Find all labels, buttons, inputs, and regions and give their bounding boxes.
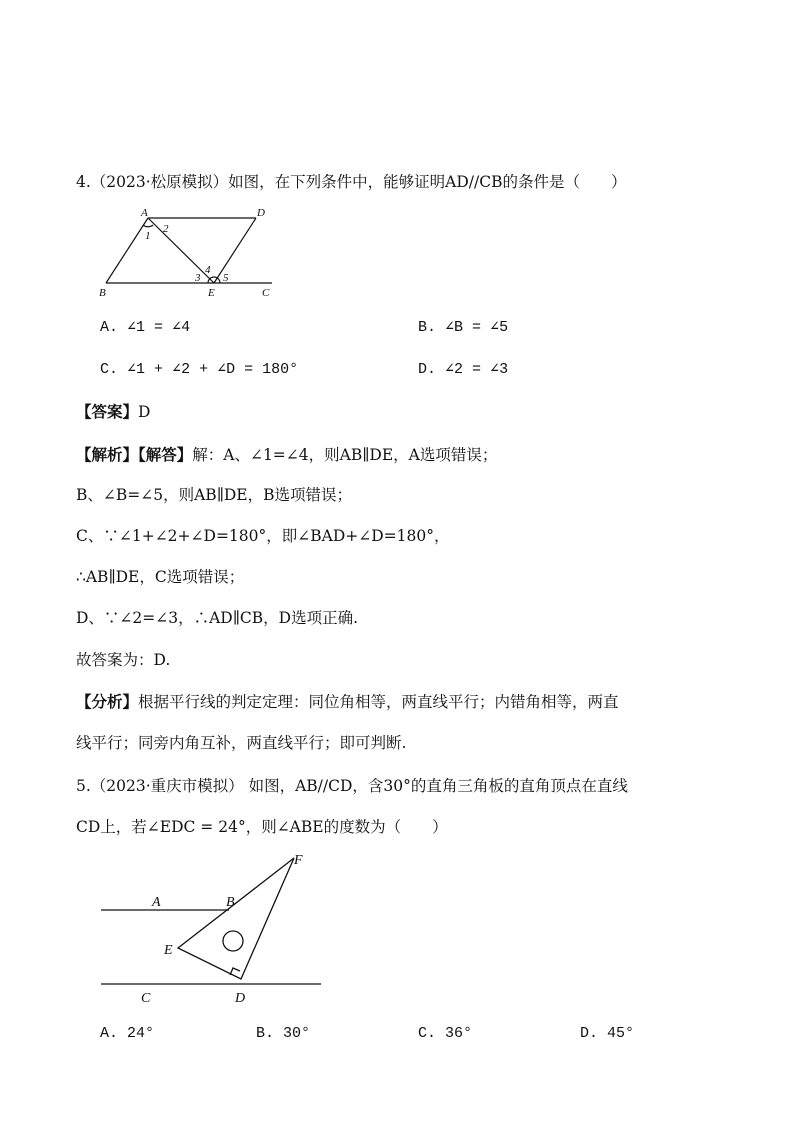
q5-label-E: E [164, 943, 173, 958]
q4-analysis-line-5: D、∵∠2=∠3，∴AD∥CB，D选项正确. [76, 609, 358, 627]
q4-analysis-line-4: ∴AB∥DE，C选项错误； [76, 568, 245, 586]
q5-option-d: D. 45° [580, 1025, 635, 1042]
q5-stem-line-2: CD上，若∠EDC = 24°，则∠ABE的度数为（ ） [76, 818, 448, 836]
q5-label-D: D [235, 991, 246, 1006]
q5-option-a: A. 24° [100, 1025, 155, 1042]
q4-analysis-line-2: B、∠B=∠5，则AB∥DE，B选项错误； [76, 486, 352, 504]
q4-label-5: 5 [223, 272, 229, 284]
q5-option-b: B. 30° [256, 1025, 311, 1042]
q4-label-A: A [141, 207, 148, 219]
fenxi-text-1: 根据平行线的判定定理：同位角相等，两直线平行；内错角相等，两直 [138, 693, 619, 711]
q4-label-E: E [208, 287, 215, 299]
q4-answer-line [76, 400, 150, 422]
q4-option-b: B. ∠B = ∠5 [418, 319, 509, 336]
q4-option-c: C. ∠1 + ∠2 + ∠D = 180° [100, 361, 299, 378]
q4-figure [96, 203, 281, 301]
answer-value: D [138, 403, 151, 421]
q4-label-3: 3 [195, 272, 201, 284]
q5-figure [96, 848, 326, 1008]
q4-analysis-line-1 [76, 443, 497, 465]
q5-label-B: B [226, 895, 235, 910]
q4-fenxi-line-1 [76, 690, 619, 712]
q4-analysis-line-3: C、∵∠1+∠2+∠D=180°，即∠BAD+∠D=180°， [76, 527, 450, 545]
q5-stem-line-1: 5.（2023·重庆市模拟） 如图，AB//CD，含30°的直角三角板的直角顶点在直线 [76, 777, 628, 795]
q4-option-d: D. ∠2 = ∠3 [418, 361, 509, 378]
q4-analysis-line-6: 故答案为：D. [76, 651, 171, 669]
q4-label-B: B [99, 287, 106, 299]
q4-label-2: 2 [163, 223, 169, 235]
q5-label-C: C [141, 991, 151, 1006]
q5-option-c: C. 36° [418, 1025, 473, 1042]
q4-label-4: 4 [205, 264, 211, 276]
q4-stem: 4.（2023·松原模拟）如图，在下列条件中，能够证明AD//CB的条件是（ ） [76, 173, 627, 191]
analysis-tag: 【解析】【解答】 [76, 445, 193, 464]
q4-label-C: C [262, 287, 270, 299]
answer-tag: 【答案】 [76, 402, 139, 421]
q4-fenxi-line-2: 线平行；同旁内角互补，两直线平行；即可判断. [76, 734, 407, 752]
q5-label-F: F [294, 853, 303, 868]
q5-label-A: A [152, 895, 161, 910]
fenxi-tag: 【分析】 [76, 692, 139, 711]
q4-label-D: D [257, 207, 265, 219]
analysis-text-1: 解：A、∠1=∠4，则AB∥DE，A选项错误； [192, 446, 498, 464]
q4-option-a: A. ∠1 = ∠4 [100, 319, 191, 336]
q4-label-1: 1 [145, 230, 151, 242]
